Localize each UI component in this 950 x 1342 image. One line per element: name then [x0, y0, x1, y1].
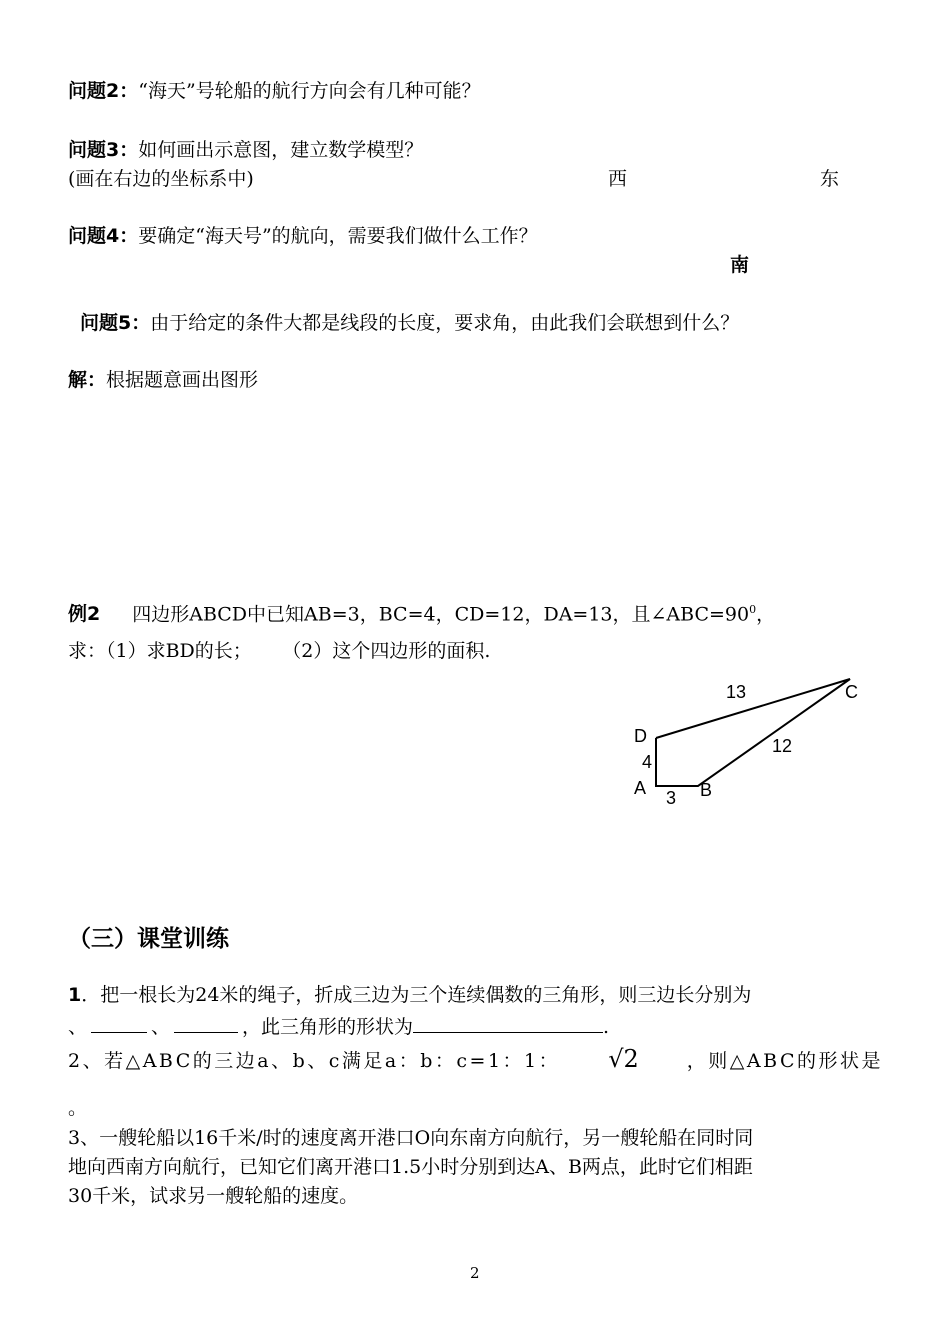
exercise-1-blank-side-3[interactable] [174, 1012, 238, 1033]
exercise-3-line-2: 地向西南方向航行，已知它们离开港口1.5小时分别到达A、B两点，此时它们相距 [68, 1156, 753, 1178]
example-2-ask [68, 638, 490, 664]
question-3-label: 问题3： [68, 139, 139, 161]
exercise-1-sep-1: 、 [68, 1016, 88, 1038]
question-3-text: 如何画出示意图，建立数学模型？ [138, 139, 424, 161]
question-5-label: 问题5： [80, 312, 151, 334]
section-title: （三）课堂训练 [68, 926, 229, 952]
exercise-1-line-1 [68, 982, 751, 1008]
page-number: 2 [470, 1264, 480, 1282]
exercise-1-number: 1 [68, 984, 82, 1006]
side-dc-length: 13 [726, 682, 747, 702]
vertex-a-label: A [634, 778, 647, 798]
question-5-text: 由于给定的条件大都是线段的长度，要求角，由此我们会联想到什么？ [150, 312, 740, 334]
question-4-label: 问题4： [68, 225, 139, 247]
quadrilateral-outline [656, 679, 850, 786]
exercise-1-end: . [603, 1016, 610, 1038]
example-2 [68, 597, 775, 627]
example-2-label: 例2 [68, 603, 101, 626]
exercise-3-line-3: 30千米，试求另一艘轮船的速度。 [68, 1185, 359, 1207]
compass-south: 南 [730, 254, 750, 276]
question-2-label: 问题2： [68, 80, 139, 102]
vertex-b-label: B [700, 780, 713, 800]
vertex-d-label: D [634, 726, 647, 746]
example-2-ask-1: 求：（1）求BD的长； [68, 640, 252, 662]
solution [68, 367, 258, 393]
exercise-2-tail: ，则△ABC的形状是 [686, 1050, 883, 1072]
solution-text: 根据题意画出图形 [106, 369, 259, 391]
exercise-2-text: 2、若△ABC的三边a、b、c满足a：b：c=1：1： [68, 1050, 561, 1072]
solution-label: 解： [68, 369, 107, 391]
compass-east: 东 [820, 168, 840, 190]
vertex-c-label: C [845, 682, 858, 702]
exercise-1-text: ．把一根长为24米的绳子，折成三边为三个连续偶数的三角形，则三边长分别为 [81, 984, 752, 1006]
example-2-text: 四边形ABCD中已知AB=3，BC=4，CD=12，DA=13，且∠ABC=90 [132, 603, 750, 626]
question-3-note: (画在右边的坐标系中) [68, 168, 254, 190]
sqrt-two: √2 [608, 1045, 639, 1073]
exercise-3-line-1: 3、一艘轮船以16千米/时的速度离开港口O向东南方向航行，另一艘轮船在同时同 [68, 1127, 754, 1149]
exercise-2-line-1 [68, 1046, 883, 1074]
question-4-text: 要确定“海天号”的航向，需要我们做什么工作？ [138, 225, 538, 247]
side-ab-length: 3 [666, 788, 677, 808]
example-2-tail: ， [756, 603, 776, 626]
question-2-text: “海天”号轮船的航行方向会有几种可能？ [138, 80, 481, 102]
exercise-1-sep-2: 、 [151, 1016, 171, 1038]
exercise-1-blank-side-2[interactable] [91, 1012, 147, 1033]
exercise-1-line-2 [68, 1012, 609, 1040]
example-2-degree: 0 [749, 603, 757, 616]
exercise-2-end: 。 [68, 1097, 88, 1119]
question-5 [80, 310, 739, 336]
compass-west: 西 [608, 168, 628, 190]
exercise-1-mid: ，此三角形的形状为 [242, 1016, 414, 1038]
quadrilateral-figure [620, 670, 870, 815]
question-3 [68, 137, 423, 163]
exercise-1-blank-shape[interactable] [413, 1012, 603, 1033]
side-bc-length: 12 [772, 736, 793, 756]
question-4 [68, 223, 538, 249]
example-2-ask-2: （2）这个四边形的面积. [291, 640, 491, 662]
question-2 [68, 78, 481, 104]
side-ad-length: 4 [642, 752, 653, 772]
